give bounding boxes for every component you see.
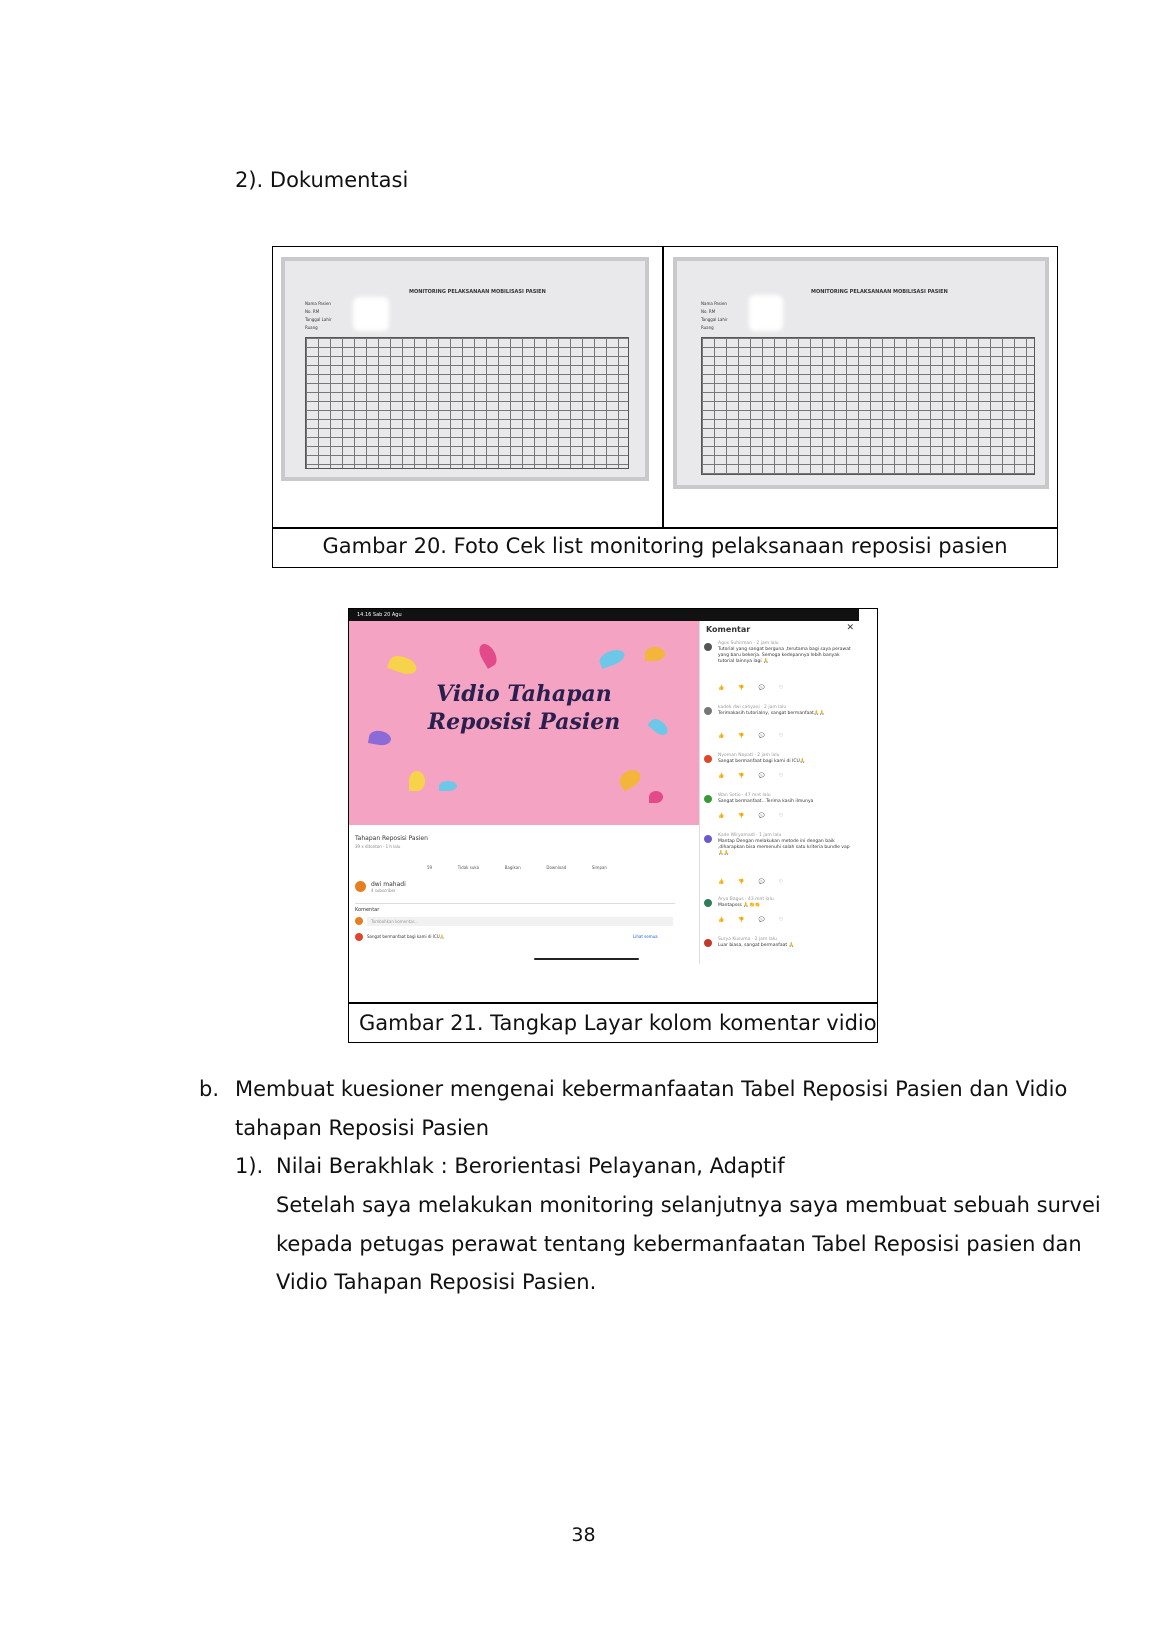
figure-20 xyxy=(272,246,1058,568)
field-label: No. RM xyxy=(701,309,716,314)
comment-avatar xyxy=(704,707,712,715)
comment-author: Surya Kusuma · 2 jam lalu xyxy=(718,937,777,942)
sheet-title: MONITORING PELAKSANAAN MOBILISASI PASIEN xyxy=(409,289,546,295)
checklist-grid xyxy=(701,337,1035,475)
section-heading: 2). Dokumentasi xyxy=(235,168,409,192)
status-bar xyxy=(349,609,859,621)
comment-actions[interactable]: 👍👎💬♡ xyxy=(718,813,798,819)
comment-item xyxy=(704,937,854,957)
add-comment-input[interactable]: Tambahkan komentar... xyxy=(367,917,673,926)
comment-item xyxy=(704,705,854,745)
list-marker-b: b. xyxy=(199,1077,220,1101)
see-all-link[interactable]: Lihat semua xyxy=(633,934,658,939)
dislike-button[interactable]: Tidak suka xyxy=(457,865,480,870)
comment-actions[interactable]: 👍👎💬♡ xyxy=(718,773,798,779)
comment-text: Terimakasih tutorialny, sangat bermanfaat🙏🙏 xyxy=(718,711,825,716)
tablet-screenshot xyxy=(349,609,859,964)
comments-panel xyxy=(699,621,859,964)
close-icon[interactable]: ✕ xyxy=(846,623,854,633)
comment-text: Sangat bermanfaat...Terima kasih ilmunya xyxy=(718,799,814,804)
video-meta: 39 x ditonton · 1 h lalu xyxy=(355,844,401,849)
figure-21-caption: Gambar 21. Tangkap Layar kolom komentar vidio xyxy=(359,1011,877,1035)
comment-text: Mantap Dengan melakukan metode ini dengan baik ,diharapkan bisa memenuhi salah satu kriteria bundle vap🙏🙏 xyxy=(718,839,850,856)
comment-item xyxy=(704,753,854,787)
item1-para-line3: Vidio Tahapan Reposisi Pasien. xyxy=(276,1270,597,1294)
field-label: Tanggal Lahir xyxy=(305,317,332,322)
comment-author: Wan Setio · 47 mnt lalu xyxy=(718,793,771,798)
checklist-photo-right xyxy=(673,257,1049,489)
comment-item xyxy=(704,897,854,931)
video-name: Tahapan Reposisi Pasien xyxy=(355,835,428,842)
share-button[interactable]: Bagikan xyxy=(504,865,521,870)
comment-avatar xyxy=(704,795,712,803)
page-number: 38 xyxy=(571,1524,596,1546)
user-avatar xyxy=(355,917,363,925)
video-info xyxy=(349,825,699,964)
comment-item xyxy=(704,641,854,691)
sheet-title: MONITORING PELAKSANAAN MOBILISASI PASIEN xyxy=(811,289,948,295)
redacted-area xyxy=(353,297,389,331)
field-label: Ruang xyxy=(305,325,318,330)
status-time: 14.16 Sab 20 Agu xyxy=(357,612,402,618)
comment-item xyxy=(704,793,854,827)
video-player[interactable] xyxy=(349,621,699,825)
channel-subs: 4 subscriber xyxy=(371,888,396,893)
field-label: Ruang xyxy=(701,325,714,330)
save-button[interactable]: Simpan xyxy=(591,865,607,870)
comment-author: Arya Bagus · 43 mnt lalu xyxy=(718,897,774,902)
figure-20-caption: Gambar 20. Foto Cek list monitoring pelaksanaan reposisi pasien xyxy=(322,534,1008,558)
item1-title: Nilai Berakhlak : Berorientasi Pelayanan, Adaptif xyxy=(276,1154,785,1178)
redacted-area xyxy=(749,295,783,331)
comment-item xyxy=(704,833,854,891)
item1-para-line2: kepada petugas perawat tentang kebermanfaatan Tabel Reposisi pasien dan xyxy=(276,1232,1082,1256)
action-row xyxy=(427,865,607,870)
item1-para-line1: Setelah saya melakukan monitoring selanjutnya saya membuat sebuah survei xyxy=(276,1193,1101,1217)
comment-avatar xyxy=(704,939,712,947)
channel-avatar[interactable] xyxy=(355,881,366,892)
field-label: Nama Pasien xyxy=(305,301,331,306)
comment-avatar xyxy=(704,899,712,907)
comment-avatar xyxy=(704,835,712,843)
checklist-grid xyxy=(305,337,629,469)
field-label: Nama Pasien xyxy=(701,301,727,306)
comment-actions[interactable]: 👍👎💬♡ xyxy=(718,685,798,691)
video-title-line2: Reposisi Pasien xyxy=(427,709,621,735)
home-indicator xyxy=(534,958,639,960)
checklist-photo-left xyxy=(281,257,649,481)
comment-text: Tutorial yang sangat berguna ,terutama bagi saya perawat yang baru bekerja. Semoga kedepannya lebih banyak tutorial lainnya lagi 🙏 xyxy=(718,647,851,664)
comment-author: kadek dwi cahyani · 2 jam lalu xyxy=(718,705,787,710)
download-button[interactable]: Download xyxy=(546,865,567,870)
comment-actions[interactable]: 👍👎💬♡ xyxy=(718,733,798,739)
comment-text: Luar biasa, sangat bermanfaat 🙏 xyxy=(718,943,795,948)
comment-author: Kade Wiryamadi · 1 jam lalu xyxy=(718,833,782,838)
section-b-line1: Membuat kuesioner mengenai kebermanfaatan Tabel Reposisi Pasien dan Vidio xyxy=(235,1077,1068,1101)
comments-panel-title: Komentar xyxy=(706,625,751,634)
comment-actions[interactable]: 👍👎💬♡ xyxy=(718,879,798,885)
comment-text: Mantapsss 🙏👏👏 xyxy=(718,903,761,908)
field-label: Tanggal Lahir xyxy=(701,317,728,322)
comment-actions[interactable]: 👍👎💬♡ xyxy=(718,917,798,923)
comment-avatar xyxy=(704,643,712,651)
figure-21 xyxy=(348,608,878,1043)
comment-avatar xyxy=(704,755,712,763)
field-label: No. RM xyxy=(305,309,320,314)
video-title-line1: Vidio Tahapan xyxy=(436,681,612,707)
section-b-line2: tahapan Reposisi Pasien xyxy=(235,1116,490,1140)
preview-comment: Sangat bermanfaat bagi kami di ICU🙏 xyxy=(367,934,445,939)
commenter-avatar xyxy=(355,933,363,941)
channel-name[interactable]: dwi mahadi xyxy=(371,881,406,888)
comments-label[interactable]: Komentar xyxy=(355,907,380,913)
comment-author: Agus Suhirman · 2 jam lalu xyxy=(718,641,779,646)
comment-text: Sangat bermanfaat bagi kami di ICU🙏 xyxy=(718,759,806,764)
list-marker-1: 1). xyxy=(235,1154,264,1178)
comment-author: Nyoman Nopati · 2 jam lalu xyxy=(718,753,780,758)
like-button[interactable]: 59 xyxy=(427,865,433,870)
